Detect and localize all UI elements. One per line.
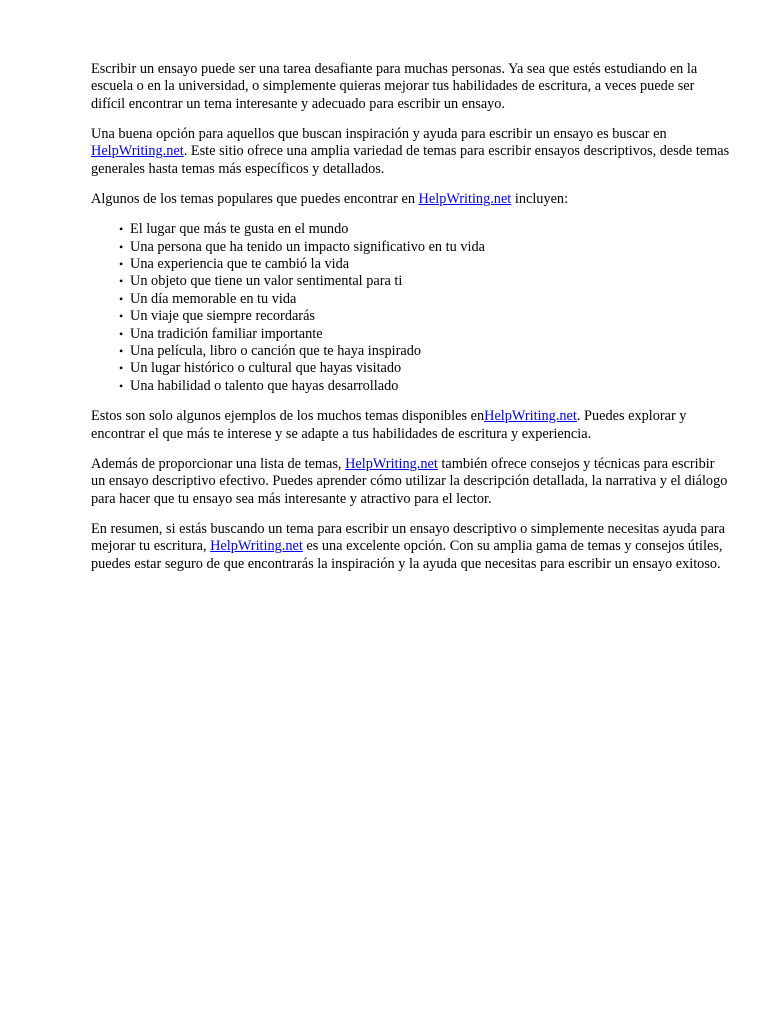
list-item-text: Un día memorable en tu vida [130,290,297,307]
list-item [119,256,731,273]
bullet-icon: • [119,239,124,254]
helpwriting-link[interactable]: HelpWriting.net [345,455,438,472]
list-item-text: Un viaje que siempre recordarás [130,308,315,325]
list-item [119,326,731,343]
list-item-text: Un lugar histórico o cultural que hayas visitado [130,360,402,377]
list-item-text: Una habilidad o talento que hayas desarrollado [130,377,399,394]
paragraph-text: En resumen, si estás buscando un tema para escribir un ensayo descriptivo o simplemente necesitas ayuda para mejorar tu escritura, [91,520,726,555]
paragraph-text: . Puedes explorar y encontrar el que más te interese y se adapte a tus habilidades de escritura y experiencia. [91,408,687,442]
bullet-icon: • [119,291,124,306]
helpwriting-link[interactable]: HelpWriting.net [210,538,303,555]
paragraph-examples [91,408,731,443]
list-item [119,221,731,238]
document-body [91,61,731,586]
paragraph-text: también ofrece consejos y técnicas para escribir un ensayo descriptivo efectivo. Puedes aprender cómo utilizar la descripción detallada, la narrativa y el diálogo para hacer que tu ensayo sea más interesante y atractivo para el lector. [91,455,728,507]
helpwriting-link[interactable]: HelpWriting.net [484,408,577,425]
paragraph-topics-intro [91,191,731,208]
list-item [119,343,731,360]
bullet-icon: • [119,326,124,341]
list-item [119,239,731,256]
paragraph-text: incluyen: [511,191,569,208]
list-item-text: Una tradición familiar importante [130,325,323,342]
bullet-icon: • [119,378,124,393]
bullet-icon: • [119,361,124,376]
paragraph-text: es una excelente opción. Con su amplia gama de temas y consejos útiles, puedes estar seguro de que encontrarás la inspiración y la ayuda que necesitas para escribir un ensayo exitoso. [91,538,723,572]
bullet-icon: • [119,309,124,324]
list-item [119,308,731,325]
paragraph-tips [91,456,731,508]
list-item-text: Un objeto que tiene un valor sentimental para ti [130,273,403,290]
list-item-text: Una película, libro o canción que te haya inspirado [130,343,421,360]
paragraph-intro: Escribir un ensayo puede ser una tarea desafiante para muchas personas. Ya sea que estés estudiando en la escuela o en la universidad, o simplemente quieras mejorar tus habilidades de escritura, a veces puede ser difícil encontrar un tema interesante y adecuado para escribir un ensayo. [91,61,698,112]
paragraph-text: Además de proporcionar una lista de temas, [91,455,346,472]
topics-list [91,221,731,395]
paragraph-text: Algunos de los temas populares que puedes encontrar en [91,191,419,208]
helpwriting-link[interactable]: HelpWriting.net [91,143,184,160]
paragraph-summary [91,521,731,573]
list-item [119,291,731,308]
paragraph-text: . Este sitio ofrece una amplia variedad de temas para escribir ensayos descriptivos, desde temas generales hasta temas más específicos y detallados. [91,143,730,177]
paragraph-recommendation [91,126,731,178]
bullet-icon: • [119,344,124,359]
list-item-text: Una persona que ha tenido un impacto significativo en tu vida [130,238,485,255]
paragraph-text: Estos son solo algunos ejemplos de los muchos temas disponibles en [91,408,485,425]
bullet-icon: • [119,222,124,237]
bullet-icon: • [119,257,124,272]
helpwriting-link[interactable]: HelpWriting.net [418,191,512,208]
bullet-icon: • [119,274,124,289]
list-item [119,360,731,377]
paragraph-text: Una buena opción para aquellos que buscan inspiración y ayuda para escribir un ensayo es buscar en [91,126,667,143]
list-item [119,273,731,290]
list-item-text: Una experiencia que te cambió la vida [130,256,350,273]
list-item [119,378,731,395]
list-item-text: El lugar que más te gusta en el mundo [130,221,349,238]
